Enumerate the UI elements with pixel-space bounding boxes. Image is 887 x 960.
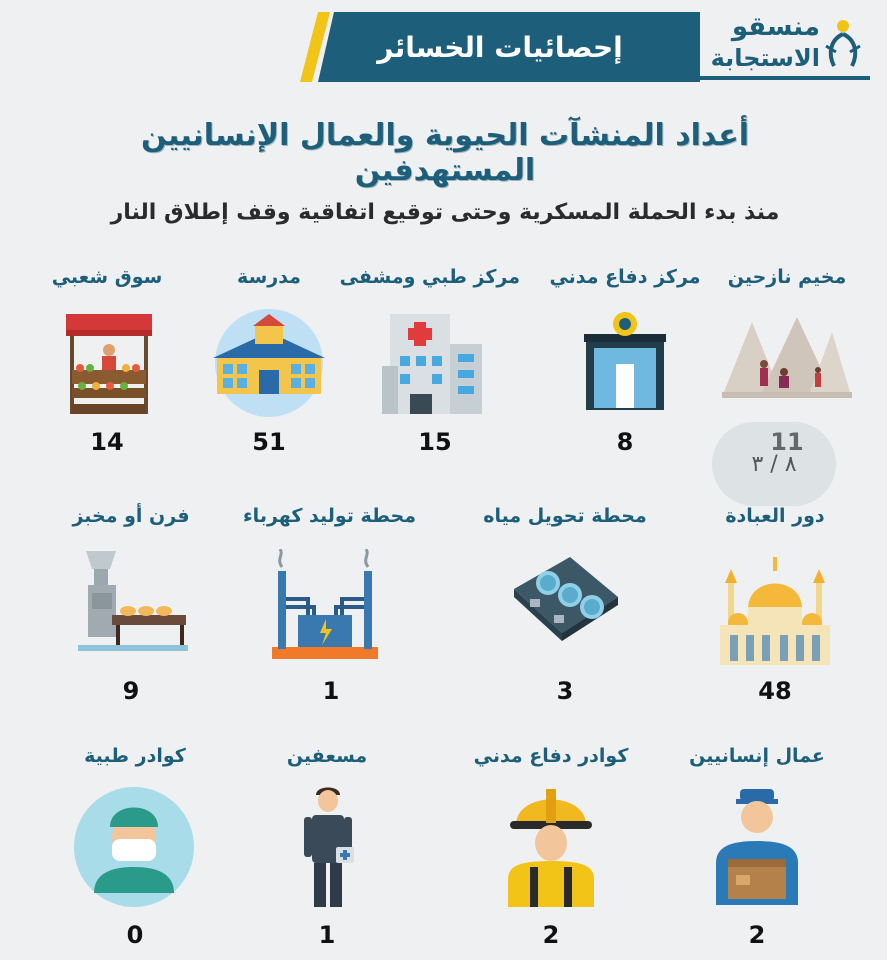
stat-value: 1 <box>318 921 336 949</box>
water-station-icon <box>510 549 620 645</box>
stat-label: مخيم نازحين <box>727 266 847 288</box>
camp-icon <box>722 312 852 402</box>
page-title: إحصائيات الخسائر <box>377 30 623 64</box>
stat-label: محطة تحويل مياه <box>483 505 647 527</box>
stat-value: 14 <box>90 428 124 456</box>
civil-defense-worker-icon <box>504 781 598 911</box>
mosque-icon <box>710 551 840 669</box>
humanitarian-worker-icon <box>710 783 804 909</box>
stat-label: عمال إنسانيين <box>689 745 825 767</box>
stat-value: 2 <box>542 921 560 949</box>
paramedic-icon <box>300 783 356 913</box>
stat-label: مركز دفاع مدني <box>549 266 701 288</box>
medical-staff-icon <box>72 785 196 909</box>
bakery-icon <box>76 549 190 653</box>
stat-label: دور العبادة <box>725 505 825 527</box>
stat-label: مسعفين <box>286 745 368 767</box>
main-title: أعداد المنشآت الحيوية والعمال الإنسانيين المستهدفين <box>140 118 750 188</box>
stat-value: 2 <box>748 921 766 949</box>
stat-value: 8 <box>616 428 634 456</box>
stat-value: 48 <box>758 677 792 705</box>
stat-value: 9 <box>122 677 140 705</box>
stat-label: كوادر طبية <box>84 745 186 767</box>
school-icon <box>209 308 329 418</box>
logo <box>700 12 870 82</box>
stat-value: 3 <box>556 677 574 705</box>
stat-value: 51 <box>252 428 286 456</box>
stat-value: 0 <box>126 921 144 949</box>
stat-label: مدرسة <box>237 266 301 288</box>
subtitle: منذ بدء الحملة المسكرية وحتى توقيع اتفاقية وقف إطلاق النار <box>110 200 780 225</box>
stat-value: 15 <box>418 428 452 456</box>
power-plant-icon <box>270 549 380 661</box>
stat-label: محطة توليد كهرباء <box>242 505 416 527</box>
hospital-icon <box>380 308 490 418</box>
stat-value: 1 <box>322 677 340 705</box>
stat-label: كوادر دفاع مدني <box>473 745 629 767</box>
handwritten-stamp-text: ٨ / ٣ <box>751 452 797 477</box>
stat-value: 11 <box>770 428 804 456</box>
logo-mark-icon <box>820 16 866 76</box>
logo-text-top: منسقو <box>731 12 820 42</box>
civil-defense-center-icon <box>580 312 670 412</box>
stat-label: سوق شعبي <box>51 266 163 288</box>
stat-label: مركز طبي ومشفى <box>339 266 520 288</box>
market-icon <box>66 312 152 416</box>
logo-text-bottom: الاستجابة <box>710 44 820 72</box>
header-underline <box>686 76 870 80</box>
stat-label: فرن أو مخبز <box>72 505 190 527</box>
